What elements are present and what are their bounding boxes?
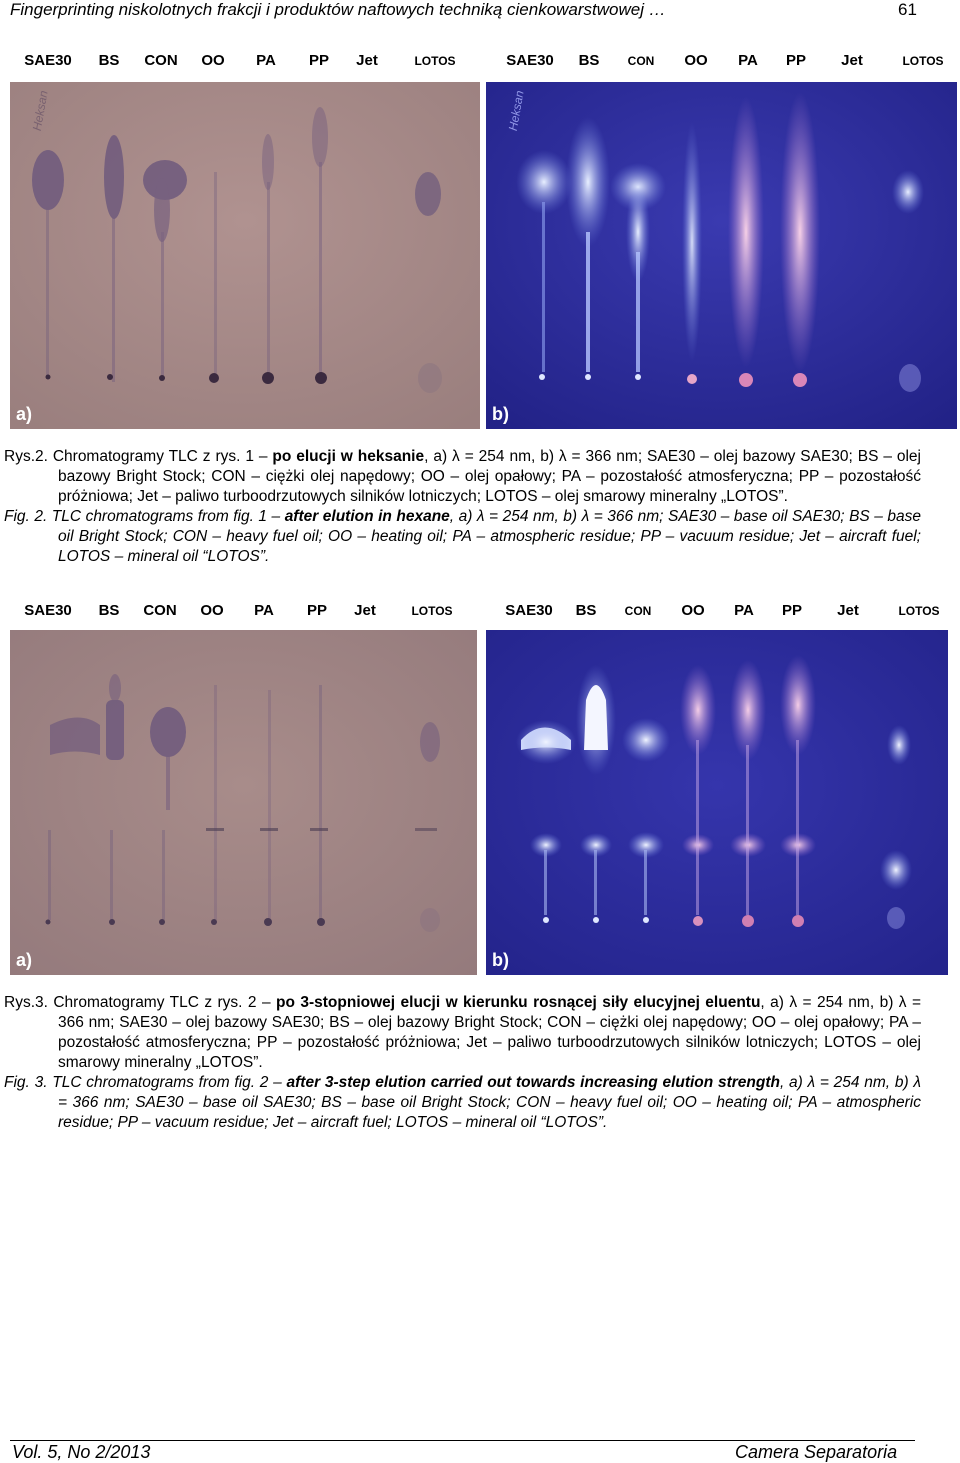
caption-en-prefix: Fig. 3. TLC chromatograms from fig. 2 – (4, 1074, 287, 1091)
lane-label-oo: OO (201, 52, 225, 69)
figure-1 (0, 52, 960, 430)
lane-labels-fig1-a (10, 52, 480, 76)
lane-label-bs: BS (578, 52, 600, 69)
lane-label-jet: Jet (841, 52, 863, 69)
caption-pl-emphasis: po elucji w heksanie (272, 448, 425, 465)
lane-labels-fig1-b (485, 52, 957, 76)
lane-label-oo: OO (200, 602, 224, 619)
lane-label-pa: PA (738, 52, 758, 69)
lane-label-sae30: SAE30 (24, 52, 72, 69)
page-number: 61 (898, 0, 917, 19)
figure-1-caption (4, 447, 921, 567)
lane-label-lotos: LOTOS (902, 54, 944, 68)
caption-en (4, 1073, 921, 1133)
panel-label-a: a) (16, 404, 33, 424)
caption-en-emphasis: after elution in hexane (284, 508, 450, 525)
figure-2 (0, 602, 960, 977)
panel-label-a: a) (16, 950, 33, 970)
lane-label-sae30: SAE30 (24, 602, 72, 619)
lane-label-con: CON (143, 602, 177, 619)
lane-label-con: CON (144, 52, 178, 69)
running-header-title: Fingerprinting niskolotnych frakcji i produktów naftowych techniką cienkowarstwowej … (10, 0, 666, 19)
panel-label-b: b) (492, 950, 509, 970)
tlc-plate-uv254 (10, 82, 480, 429)
lane-label-lotos: LOTOS (414, 54, 456, 68)
footer-journal: Camera Separatoria (735, 1442, 898, 1462)
footer-volume: Vol. 5, No 2/2013 (12, 1442, 151, 1462)
svg-text:Heksan: Heksan (29, 89, 51, 132)
lane-label-bs: BS (98, 602, 120, 619)
caption-en-body: , a) λ = 254 nm, b) λ = 366 nm; SAE30 – base oil SAE30; BS – base oil Bright Stock; CON – heavy fuel oil; OO – heating oil; PA – atmospheric residue; PP – vacuum residue; Jet – aircraft fuel; LOTOS – mineral oil “LOTOS”. (58, 508, 921, 565)
lane-label-pp: PP (308, 52, 330, 69)
caption-pl-body: , a) λ = 254 nm, b) λ = 366 nm; SAE30 – olej bazowy SAE30; BS – olej bazowy Bright Stock; CON – ciężki olej napędowy; OO – olej opałowy; PA – pozostałość atmosferyczna; PP – pozostałość próżniowa; Jet – paliwo turboodrzutowych silników lotniczych; LOTOS – olej smarowy mineralny „LOTOS”. (58, 994, 922, 1071)
lane-label-pa: PA (734, 602, 754, 619)
caption-en-body: , a) λ = 254 nm, b) λ = 366 nm; SAE30 – base oil SAE30; BS – base oil Bright Stock; CON – heavy fuel oil; OO – heating oil; PA – atmospheric residue; PP – vacuum residue; Jet – aircraft fuel; LOTOS – mineral oil “LOTOS”. (58, 1074, 921, 1131)
lane-label-bs: BS (575, 602, 597, 619)
caption-en (4, 507, 921, 567)
lane-label-pp: PP (785, 52, 807, 69)
lane-label-sae30: SAE30 (505, 602, 553, 619)
caption-pl (4, 447, 921, 507)
lane-label-con: CON (624, 604, 652, 618)
figure-2-caption (4, 993, 921, 1133)
caption-pl-prefix: Rys.3. Chromatogramy TLC z rys. 2 – (4, 994, 276, 1011)
tlc-plate-uv366-3step (486, 630, 948, 975)
lane-label-lotos: LOTOS (411, 604, 453, 618)
panel-label-b: b) (492, 404, 509, 424)
lane-labels-fig2-a (10, 602, 480, 626)
lane-label-oo: OO (684, 52, 708, 69)
footer-rule (10, 1440, 915, 1441)
lane-label-bs: BS (98, 52, 120, 69)
caption-pl-prefix: Rys.2. Chromatogramy TLC z rys. 1 – (4, 448, 273, 465)
lane-label-pa: PA (256, 52, 276, 69)
lane-label-pp: PP (781, 602, 803, 619)
caption-pl-body: , a) λ = 254 nm, b) λ = 366 nm; SAE30 – olej bazowy SAE30; BS – olej bazowy Bright Stock; CON – ciężki olej napędowy; OO – olej opałowy; PA – pozostałość atmosferyczna; PP – pozostałość próżniowa; Jet – paliwo turboodrzutowych silników lotniczych; LOTOS – olej smarowy mineralny „LOTOS”. (58, 448, 921, 505)
lane-label-lotos: LOTOS (898, 604, 940, 618)
lane-label-oo: OO (681, 602, 705, 619)
lane-label-con: CON (627, 54, 655, 68)
tlc-plate-uv366 (486, 82, 957, 429)
caption-en-prefix: Fig. 2. TLC chromatograms from fig. 1 – (4, 508, 285, 525)
lane-label-sae30: SAE30 (506, 52, 554, 69)
caption-pl-emphasis: po 3-stopniowej elucji w kierunku rosnącej siły elucyjnej eluentu (276, 994, 761, 1011)
lane-labels-fig2-b (485, 602, 955, 626)
caption-pl (4, 993, 921, 1073)
lane-label-pa: PA (254, 602, 274, 619)
lane-label-jet: Jet (356, 52, 378, 69)
svg-text:Heksan: Heksan (505, 89, 527, 132)
lane-label-pp: PP (306, 602, 328, 619)
caption-en-emphasis: after 3-step elution carried out towards increasing elution strength (286, 1074, 780, 1091)
lane-label-jet: Jet (837, 602, 859, 619)
tlc-plate-uv254-3step (10, 630, 477, 975)
lane-label-jet: Jet (354, 602, 376, 619)
